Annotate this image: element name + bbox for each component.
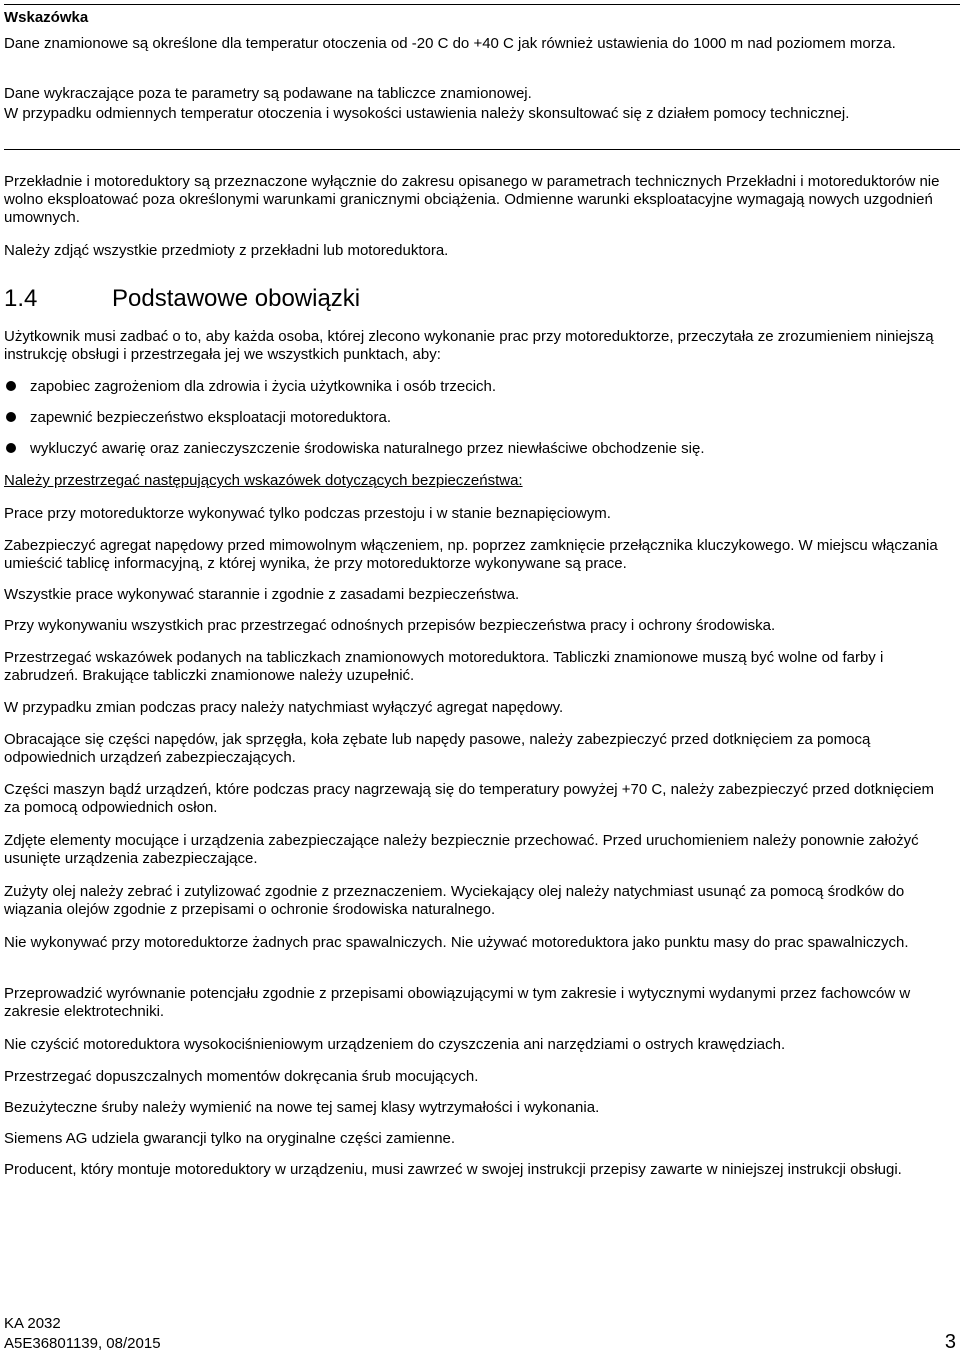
note-bottom-rule <box>4 149 960 150</box>
list-item-text: zapobiec zagrożeniom dla zdrowia i życia użytkownika i osób trzecich. <box>30 378 497 395</box>
list-item <box>4 440 944 458</box>
bullet-icon <box>6 381 16 391</box>
safety-paragraph: Zdjęte elementy mocujące i urządzenia zabezpieczające należy bezpiecznie przechować. Przed uruchomieniem należy ponownie założyć usunięte urządzenia zabezpieczające. <box>4 832 919 867</box>
safety-paragraph: Wszystkie prace wykonywać starannie i zgodnie z zasadami bezpieczeństwa. <box>4 586 520 603</box>
safety-paragraph: Części maszyn bądź urządzeń, które podczas pracy nagrzewają się do temperatury powyżej +70 C, należy zabezpieczyć przed dotknięciem za pomocą odpowiednich osłon. <box>4 781 935 816</box>
page-number: 3 <box>944 1331 956 1353</box>
intro-paragraph: Należy zdjąć wszystkie przedmioty z przekładni lub motoreduktora. <box>4 242 449 259</box>
note-line: W przypadku odmiennych temperatur otoczenia i wysokości ustawienia należy skonsultować się z działem pomocy technicznej. <box>4 105 850 122</box>
note-line: Dane wykraczające poza te parametry są podawane na tabliczce znamionowej. <box>4 85 532 102</box>
safety-paragraph: Bezużyteczne śruby należy wymienić na nowe tej samej klasy wytrzymałości i wykonania. <box>4 1099 600 1116</box>
safety-paragraph: Przeprowadzić wyrównanie potencjału zgodnie z przepisami obowiązującymi w tym zakresie i wytycznymi wydanymi przez fachowców w zakresie elektrotechniki. <box>4 985 911 1020</box>
top-rule <box>4 4 960 5</box>
note-title: Wskazówka <box>4 9 89 26</box>
safety-paragraph: Zabezpieczyć agregat napędowy przed mimowolnym włączeniem, np. poprzez zamknięcie przełącznika kluczykowego. W miejscu włączania umieścić tablicę informacyjną, z której wynika, że przy motoreduktorze wykonywane są prace. <box>4 537 938 572</box>
safety-paragraph: Prace przy motoreduktorze wykonywać tylko podczas przestoju i w stanie beznapięciowym. <box>4 505 611 522</box>
safety-paragraph: Przestrzegać wskazówek podanych na tabliczkach znamionowych motoreduktora. Tabliczki znamionowe muszą być wolne od farby i zabrudzeń. Brakujące tabliczki znamionowe należy uzupełnić. <box>4 649 884 684</box>
section-lead: Użytkownik musi zadbać o to, aby każda osoba, której zlecono wykonanie prac przy motoreduktorze, przeczytała ze zrozumieniem niniejszą instrukcję obsługi i przestrzegała jej we wszystkich punktach, aby: <box>4 328 934 363</box>
intro-paragraph: Przekładnie i motoreduktory są przeznaczone wyłącznie do zakresu opisanego w parametrach technicznych Przekładni i motoreduktorów nie wolno eksploatować poza określonymi warunkami granicznymi obciążenia. Odmienne warunki eksploatacyjne wymagają nowych uzgodnień umownych. <box>4 173 940 226</box>
section-number: 1.4 <box>4 285 38 312</box>
safety-paragraph: W przypadku zmian podczas pracy należy natychmiast wyłączyć agregat napędowy. <box>4 699 564 716</box>
safety-paragraph: Producent, który montuje motoreduktory w urządzeniu, musi zawrzeć w swojej instrukcji przepisy zawarte w niniejszej instrukcji obsługi. <box>4 1161 902 1178</box>
safety-paragraph: Obracające się części napędów, jak sprzęgła, koła zębate lub napędy pasowe, należy zabezpieczyć przed dotknięciem za pomocą odpowiednich urządzeń zabezpieczających. <box>4 731 871 766</box>
safety-paragraph: Siemens AG udziela gwarancji tylko na oryginalne części zamienne. <box>4 1130 456 1147</box>
list-item <box>4 378 944 396</box>
safety-paragraph: Zużyty olej należy zebrać i zutylizować zgodnie z przeznaczeniem. Wyciekający olej należy natychmiast usunąć za pomocą środków do wiązania olejów zgodnie z przepisami o ochronie środowiska naturalnego. <box>4 883 905 918</box>
safety-paragraph: Przestrzegać dopuszczalnych momentów dokręcania śrub mocujących. <box>4 1068 479 1085</box>
section-title: Podstawowe obowiązki <box>112 285 361 312</box>
section-heading <box>4 284 360 314</box>
list-item-text: zapewnić bezpieczeństwo eksploatacji motoreduktora. <box>30 409 392 426</box>
list-item-text: wykluczyć awarię oraz zanieczyszczenie środowiska naturalnego przez niewłaściwe obchodzenie się. <box>30 440 705 457</box>
footer-code: A5E36801139, 08/2015 <box>4 1335 161 1352</box>
list-item <box>4 409 944 427</box>
bullet-list <box>4 378 944 471</box>
safety-paragraph: Nie wykonywać przy motoreduktorze żadnych prac spawalniczych. Nie używać motoreduktora jako punktu masy do prac spawalniczych. <box>4 934 909 951</box>
bullet-icon <box>6 443 16 453</box>
safety-paragraph: Przy wykonywaniu wszystkich prac przestrzegać odnośnych przepisów bezpieczeństwa pracy i ochrony środowiska. <box>4 617 776 634</box>
note-line: Dane znamionowe są określone dla temperatur otoczenia od -20 C do +40 C jak również ustawienia do 1000 m nad poziomem morza. <box>4 35 896 52</box>
footer-doc: KA 2032 <box>4 1315 61 1332</box>
safety-heading: Należy przestrzegać następujących wskazówek dotyczących bezpieczeństwa: <box>4 472 523 489</box>
safety-paragraph: Nie czyścić motoreduktora wysokociśnieniowym urządzeniem do czyszczenia ani narzędziami o ostrych krawędziach. <box>4 1036 786 1053</box>
bullet-icon <box>6 412 16 422</box>
